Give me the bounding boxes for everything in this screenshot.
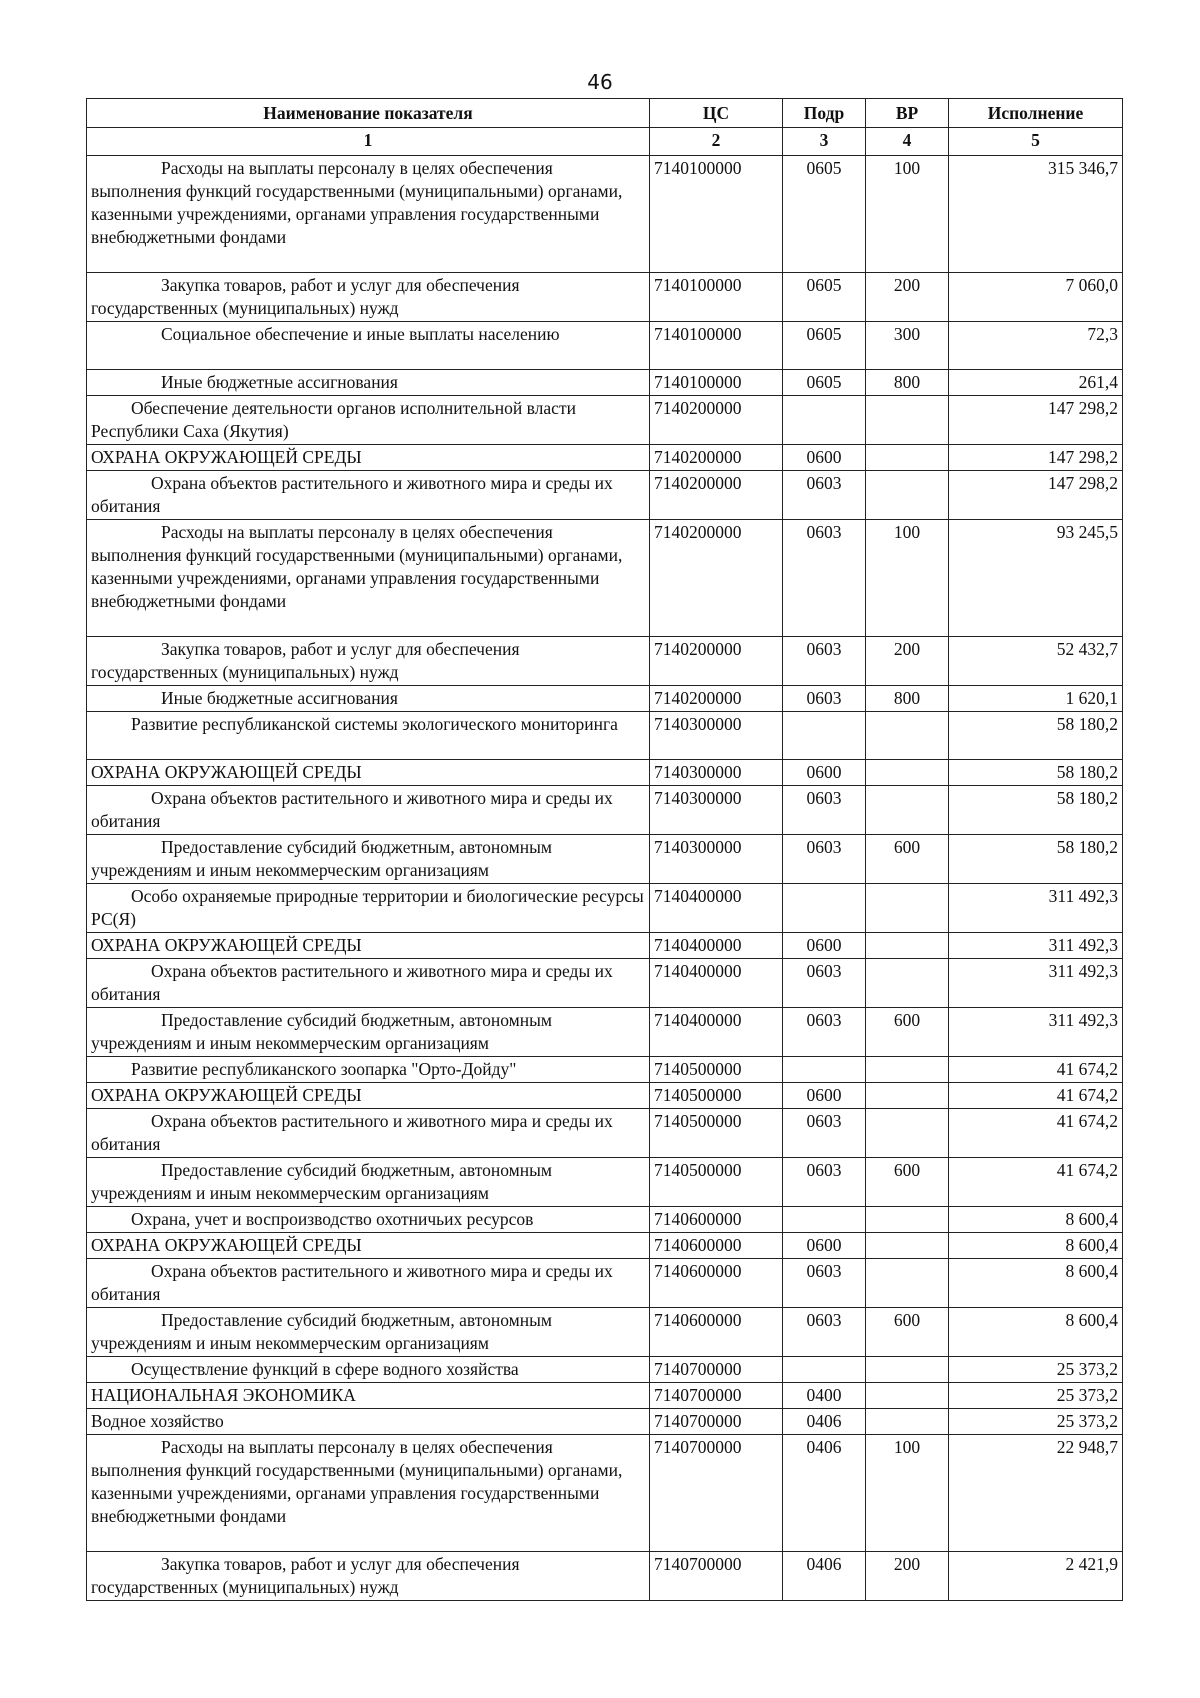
table-row: [87, 1435, 1123, 1552]
table-row: [87, 322, 1123, 370]
row-amount: 261,4: [949, 370, 1123, 396]
row-cs: 7140100000: [650, 322, 783, 370]
row-cs: 7140100000: [650, 370, 783, 396]
row-name: Предоставление субсидий бюджетным, автономным учреждениям и иным некоммерческим организациям: [87, 1158, 650, 1207]
row-name: Закупка товаров, работ и услуг для обеспечения государственных (муниципальных) нужд: [87, 1552, 650, 1601]
row-amount: 147 298,2: [949, 396, 1123, 445]
row-podr: 0603: [783, 1109, 866, 1158]
row-name: Особо охраняемые природные территории и биологические ресурсы РС(Я): [87, 884, 650, 933]
row-name: Расходы на выплаты персоналу в целях обеспечения выполнения функций государственными (муниципальными) органами, казенными учреждениями, органами управления государственными внебюджетными фондами: [87, 1435, 650, 1552]
table-row: [87, 1357, 1123, 1383]
row-podr: [783, 396, 866, 445]
row-vr: 200: [866, 637, 949, 686]
row-podr: [783, 1207, 866, 1233]
table-row: [87, 273, 1123, 322]
row-amount: 25 373,2: [949, 1409, 1123, 1435]
row-amount: 8 600,4: [949, 1259, 1123, 1308]
row-vr: 600: [866, 1008, 949, 1057]
row-podr: 0600: [783, 1233, 866, 1259]
table-row: [87, 1308, 1123, 1357]
table-row: [87, 396, 1123, 445]
row-name: ОХРАНА ОКРУЖАЮЩЕЙ СРЕДЫ: [87, 445, 650, 471]
row-podr: 0600: [783, 933, 866, 959]
row-amount: 147 298,2: [949, 445, 1123, 471]
row-podr: 0603: [783, 1158, 866, 1207]
row-vr: [866, 786, 949, 835]
row-name: Иные бюджетные ассигнования: [87, 370, 650, 396]
row-name: ОХРАНА ОКРУЖАЮЩЕЙ СРЕДЫ: [87, 933, 650, 959]
table-row: [87, 1109, 1123, 1158]
table-row: [87, 1233, 1123, 1259]
row-amount: 58 180,2: [949, 786, 1123, 835]
row-vr: [866, 1233, 949, 1259]
table-row: [87, 156, 1123, 273]
row-cs: 7140700000: [650, 1383, 783, 1409]
row-podr: 0605: [783, 370, 866, 396]
row-amount: 8 600,4: [949, 1207, 1123, 1233]
row-podr: 0605: [783, 322, 866, 370]
table-row: [87, 686, 1123, 712]
row-cs: 7140200000: [650, 471, 783, 520]
page-number: 46: [587, 70, 613, 94]
row-podr: 0603: [783, 959, 866, 1008]
table-row: [87, 712, 1123, 760]
row-cs: 7140500000: [650, 1158, 783, 1207]
row-amount: 41 674,2: [949, 1083, 1123, 1109]
row-amount: 41 674,2: [949, 1057, 1123, 1083]
row-amount: 7 060,0: [949, 273, 1123, 322]
row-name: Расходы на выплаты персоналу в целях обеспечения выполнения функций государственными (муниципальными) органами, казенными учреждениями, органами управления государственными внебюджетными фондами: [87, 520, 650, 637]
row-podr: 0603: [783, 520, 866, 637]
row-cs: 7140400000: [650, 959, 783, 1008]
row-amount: 52 432,7: [949, 637, 1123, 686]
row-name: НАЦИОНАЛЬНАЯ ЭКОНОМИКА: [87, 1383, 650, 1409]
row-name: Водное хозяйство: [87, 1409, 650, 1435]
row-amount: 41 674,2: [949, 1109, 1123, 1158]
row-podr: 0603: [783, 471, 866, 520]
row-podr: 0605: [783, 156, 866, 273]
row-amount: 8 600,4: [949, 1233, 1123, 1259]
row-vr: 100: [866, 1435, 949, 1552]
row-cs: 7140500000: [650, 1109, 783, 1158]
row-cs: 7140200000: [650, 520, 783, 637]
row-cs: 7140300000: [650, 760, 783, 786]
row-amount: 311 492,3: [949, 884, 1123, 933]
row-name: ОХРАНА ОКРУЖАЮЩЕЙ СРЕДЫ: [87, 1083, 650, 1109]
row-name: Предоставление субсидий бюджетным, автономным учреждениям и иным некоммерческим организациям: [87, 835, 650, 884]
row-name: Развитие республиканского зоопарка "Орто-Дойду": [87, 1057, 650, 1083]
budget-execution-table: [86, 98, 1123, 1601]
row-cs: 7140700000: [650, 1435, 783, 1552]
row-podr: [783, 1057, 866, 1083]
row-podr: 0600: [783, 445, 866, 471]
row-vr: 600: [866, 1158, 949, 1207]
row-cs: 7140500000: [650, 1057, 783, 1083]
table-row: [87, 959, 1123, 1008]
table-row: [87, 835, 1123, 884]
table-row: [87, 1383, 1123, 1409]
row-cs: 7140200000: [650, 396, 783, 445]
table-row: [87, 1158, 1123, 1207]
row-name: Охрана объектов растительного и животного мира и среды их обитания: [87, 786, 650, 835]
row-amount: 72,3: [949, 322, 1123, 370]
table-row: [87, 520, 1123, 637]
row-vr: [866, 933, 949, 959]
row-amount: 311 492,3: [949, 933, 1123, 959]
header-vr: ВР: [866, 99, 949, 128]
row-amount: 1 620,1: [949, 686, 1123, 712]
table-row: [87, 1008, 1123, 1057]
row-name: Охрана объектов растительного и животного мира и среды их обитания: [87, 959, 650, 1008]
row-name: Охрана объектов растительного и животного мира и среды их обитания: [87, 1259, 650, 1308]
row-amount: 311 492,3: [949, 1008, 1123, 1057]
row-podr: 0603: [783, 1259, 866, 1308]
table-row: [87, 760, 1123, 786]
table-row: [87, 1259, 1123, 1308]
row-name: ОХРАНА ОКРУЖАЮЩЕЙ СРЕДЫ: [87, 760, 650, 786]
row-vr: [866, 1057, 949, 1083]
header-name: Наименование показателя: [87, 99, 650, 128]
row-vr: [866, 760, 949, 786]
table-row: [87, 370, 1123, 396]
row-podr: 0406: [783, 1552, 866, 1601]
row-cs: 7140200000: [650, 445, 783, 471]
row-name: Охрана объектов растительного и животного мира и среды их обитания: [87, 1109, 650, 1158]
row-amount: 22 948,7: [949, 1435, 1123, 1552]
row-vr: [866, 1357, 949, 1383]
row-name: Социальное обеспечение и иные выплаты населению: [87, 322, 650, 370]
row-podr: 0605: [783, 273, 866, 322]
table-row: [87, 884, 1123, 933]
row-podr: 0603: [783, 835, 866, 884]
table-row: [87, 1083, 1123, 1109]
row-cs: 7140500000: [650, 1083, 783, 1109]
row-amount: 41 674,2: [949, 1158, 1123, 1207]
row-cs: 7140200000: [650, 637, 783, 686]
row-cs: 7140100000: [650, 273, 783, 322]
row-podr: 0603: [783, 1308, 866, 1357]
row-cs: 7140600000: [650, 1207, 783, 1233]
row-cs: 7140700000: [650, 1552, 783, 1601]
row-vr: [866, 445, 949, 471]
row-podr: 0600: [783, 1083, 866, 1109]
table-header-row: [87, 99, 1123, 128]
row-vr: 800: [866, 370, 949, 396]
row-name: Обеспечение деятельности органов исполнительной власти Республики Саха (Якутия): [87, 396, 650, 445]
row-vr: [866, 712, 949, 760]
header-podr: Подр: [783, 99, 866, 128]
table-row: [87, 1552, 1123, 1601]
row-podr: 0400: [783, 1383, 866, 1409]
colnum-3: 3: [783, 128, 866, 156]
row-name: ОХРАНА ОКРУЖАЮЩЕЙ СРЕДЫ: [87, 1233, 650, 1259]
table-row: [87, 1207, 1123, 1233]
row-amount: 58 180,2: [949, 712, 1123, 760]
row-name: Закупка товаров, работ и услуг для обеспечения государственных (муниципальных) нужд: [87, 637, 650, 686]
row-vr: [866, 959, 949, 1008]
row-cs: 7140700000: [650, 1357, 783, 1383]
table-row: [87, 933, 1123, 959]
table-row: [87, 1057, 1123, 1083]
table-row: [87, 786, 1123, 835]
row-amount: 58 180,2: [949, 835, 1123, 884]
row-amount: 315 346,7: [949, 156, 1123, 273]
table-row: [87, 637, 1123, 686]
row-vr: [866, 471, 949, 520]
row-name: Охрана объектов растительного и животного мира и среды их обитания: [87, 471, 650, 520]
row-podr: 0603: [783, 637, 866, 686]
header-cs: ЦС: [650, 99, 783, 128]
row-vr: 100: [866, 156, 949, 273]
row-name: Осуществление функций в сфере водного хозяйства: [87, 1357, 650, 1383]
row-podr: [783, 712, 866, 760]
row-vr: 600: [866, 1308, 949, 1357]
row-podr: 0600: [783, 760, 866, 786]
row-amount: 2 421,9: [949, 1552, 1123, 1601]
row-vr: [866, 1383, 949, 1409]
colnum-2: 2: [650, 128, 783, 156]
row-name: Охрана, учет и воспроизводство охотничьих ресурсов: [87, 1207, 650, 1233]
row-vr: [866, 1109, 949, 1158]
row-cs: 7140600000: [650, 1259, 783, 1308]
row-podr: 0603: [783, 686, 866, 712]
row-name: Предоставление субсидий бюджетным, автономным учреждениям и иным некоммерческим организациям: [87, 1308, 650, 1357]
row-cs: 7140400000: [650, 1008, 783, 1057]
row-amount: 58 180,2: [949, 760, 1123, 786]
row-podr: 0406: [783, 1435, 866, 1552]
row-name: Предоставление субсидий бюджетным, автономным учреждениям и иным некоммерческим организациям: [87, 1008, 650, 1057]
row-amount: 147 298,2: [949, 471, 1123, 520]
row-podr: 0406: [783, 1409, 866, 1435]
row-cs: 7140600000: [650, 1233, 783, 1259]
row-vr: 300: [866, 322, 949, 370]
table-row: [87, 471, 1123, 520]
row-vr: 600: [866, 835, 949, 884]
row-amount: 25 373,2: [949, 1357, 1123, 1383]
row-vr: [866, 884, 949, 933]
colnum-4: 4: [866, 128, 949, 156]
row-vr: 100: [866, 520, 949, 637]
header-amount: Исполнение: [949, 99, 1123, 128]
row-podr: 0603: [783, 1008, 866, 1057]
row-cs: 7140100000: [650, 156, 783, 273]
row-cs: 7140300000: [650, 786, 783, 835]
row-vr: [866, 1409, 949, 1435]
row-name: Расходы на выплаты персоналу в целях обеспечения выполнения функций государственными (муниципальными) органами, казенными учреждениями, органами управления государственными внебюджетными фондами: [87, 156, 650, 273]
colnum-5: 5: [949, 128, 1123, 156]
table-row: [87, 445, 1123, 471]
row-amount: 311 492,3: [949, 959, 1123, 1008]
row-podr: [783, 884, 866, 933]
row-vr: [866, 1259, 949, 1308]
row-amount: 8 600,4: [949, 1308, 1123, 1357]
row-cs: 7140400000: [650, 884, 783, 933]
row-cs: 7140300000: [650, 835, 783, 884]
row-cs: 7140400000: [650, 933, 783, 959]
row-name: Развитие республиканской системы экологического мониторинга: [87, 712, 650, 760]
row-vr: 200: [866, 273, 949, 322]
row-name: Закупка товаров, работ и услуг для обеспечения государственных (муниципальных) нужд: [87, 273, 650, 322]
row-vr: [866, 1207, 949, 1233]
colnum-1: 1: [87, 128, 650, 156]
row-podr: 0603: [783, 786, 866, 835]
row-vr: 800: [866, 686, 949, 712]
row-name: Иные бюджетные ассигнования: [87, 686, 650, 712]
row-cs: 7140200000: [650, 686, 783, 712]
row-cs: 7140600000: [650, 1308, 783, 1357]
row-podr: [783, 1357, 866, 1383]
row-vr: 200: [866, 1552, 949, 1601]
row-vr: [866, 1083, 949, 1109]
row-amount: 93 245,5: [949, 520, 1123, 637]
row-amount: 25 373,2: [949, 1383, 1123, 1409]
row-cs: 7140700000: [650, 1409, 783, 1435]
row-cs: 7140300000: [650, 712, 783, 760]
column-number-row: [87, 128, 1123, 156]
row-vr: [866, 396, 949, 445]
table-row: [87, 1409, 1123, 1435]
